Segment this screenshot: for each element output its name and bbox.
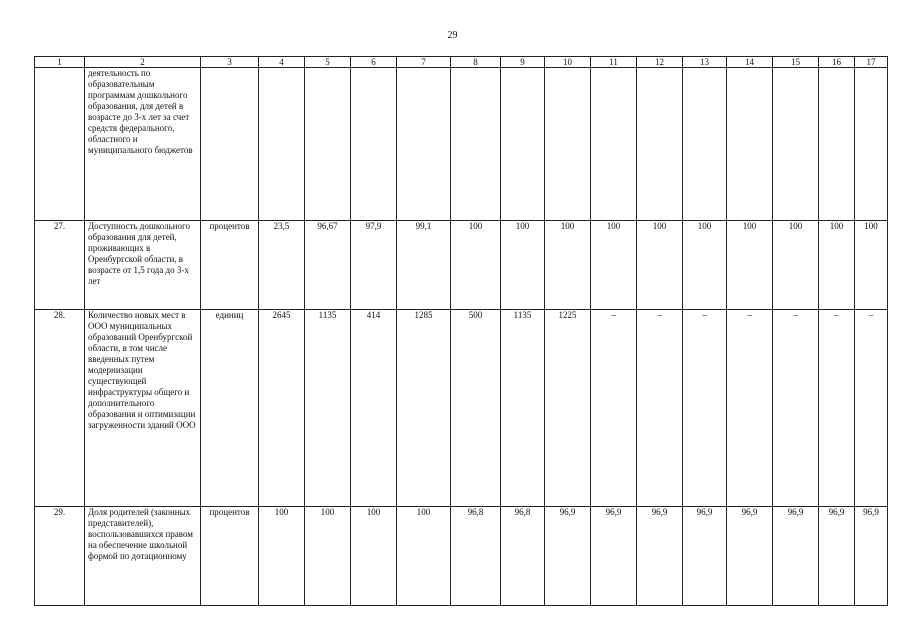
value-cell: 97,9	[351, 221, 397, 310]
value-cell	[727, 68, 773, 221]
value-cell	[501, 68, 545, 221]
column-number-9: 9	[501, 57, 545, 68]
column-number-17: 17	[855, 57, 888, 68]
table-row	[35, 68, 888, 221]
value-cell	[259, 68, 305, 221]
value-cell: 1135	[501, 310, 545, 507]
table-row	[35, 507, 888, 606]
column-number-7: 7	[397, 57, 451, 68]
value-cell: 100	[773, 221, 819, 310]
column-number-10: 10	[545, 57, 591, 68]
value-cell: 100	[683, 221, 727, 310]
value-cell: 96,9	[591, 507, 637, 606]
column-number-4: 4	[259, 57, 305, 68]
value-cell: –	[637, 310, 683, 507]
value-cell: 100	[305, 507, 351, 606]
row-number	[35, 68, 85, 221]
value-cell: –	[819, 310, 855, 507]
unit-of-measure: процентов	[201, 507, 259, 606]
value-cell: –	[591, 310, 637, 507]
column-number-3: 3	[201, 57, 259, 68]
value-cell: 100	[855, 221, 888, 310]
column-number-11: 11	[591, 57, 637, 68]
row-number: 29.	[35, 507, 85, 606]
column-number-2: 2	[85, 57, 201, 68]
value-cell	[683, 68, 727, 221]
value-cell: 100	[545, 221, 591, 310]
row-number: 27.	[35, 221, 85, 310]
indicator-description: Доля родителей (законных представителей), воспользовавшихся правом на обеспечение школьной формой по дотационному	[85, 507, 201, 606]
value-cell	[305, 68, 351, 221]
value-cell: 96,8	[451, 507, 501, 606]
value-cell: 23,5	[259, 221, 305, 310]
value-cell: 100	[819, 221, 855, 310]
value-cell: 1285	[397, 310, 451, 507]
column-number-6: 6	[351, 57, 397, 68]
value-cell	[819, 68, 855, 221]
value-cell	[545, 68, 591, 221]
value-cell: –	[855, 310, 888, 507]
value-cell: 100	[259, 507, 305, 606]
value-cell	[855, 68, 888, 221]
indicator-description: Доступность дошкольного образования для детей, проживающих в Оренбургской области, в возрасте от 1,5 года до 3-х лет	[85, 221, 201, 310]
value-cell	[773, 68, 819, 221]
column-number-13: 13	[683, 57, 727, 68]
column-number-12: 12	[637, 57, 683, 68]
value-cell: 100	[451, 221, 501, 310]
value-cell: –	[773, 310, 819, 507]
indicator-description: Количество новых мест в ООО муниципальных образований Оренбургской области, в том числе введенных путем модернизации существующей инфраструктуры общего и дополнительного образования и оптимизации загруженности зданий ООО	[85, 310, 201, 507]
value-cell: –	[683, 310, 727, 507]
value-cell: –	[727, 310, 773, 507]
value-cell: 100	[637, 221, 683, 310]
value-cell: 2645	[259, 310, 305, 507]
column-number-row	[35, 57, 888, 68]
value-cell: 100	[727, 221, 773, 310]
column-number-5: 5	[305, 57, 351, 68]
value-cell: 96,9	[855, 507, 888, 606]
value-cell	[397, 68, 451, 221]
value-cell: 500	[451, 310, 501, 507]
value-cell: 96,9	[819, 507, 855, 606]
value-cell: 100	[351, 507, 397, 606]
unit-of-measure: процентов	[201, 221, 259, 310]
row-number: 28.	[35, 310, 85, 507]
value-cell: 99,1	[397, 221, 451, 310]
value-cell: 96,67	[305, 221, 351, 310]
value-cell: 96,8	[501, 507, 545, 606]
column-number-1: 1	[35, 57, 85, 68]
value-cell	[637, 68, 683, 221]
value-cell: 96,9	[637, 507, 683, 606]
value-cell: 100	[397, 507, 451, 606]
unit-of-measure	[201, 68, 259, 221]
table-row	[35, 310, 888, 507]
value-cell	[351, 68, 397, 221]
value-cell	[591, 68, 637, 221]
value-cell: 414	[351, 310, 397, 507]
column-number-14: 14	[727, 57, 773, 68]
unit-of-measure: единиц	[201, 310, 259, 507]
table-row	[35, 221, 888, 310]
indicator-description: деятельность по образовательным программам дошкольного образования, для детей в возрасте до 3-х лет за счет средств федерального, областного и муниципального бюджетов	[85, 68, 201, 221]
value-cell: 96,9	[727, 507, 773, 606]
column-number-16: 16	[819, 57, 855, 68]
value-cell: 100	[591, 221, 637, 310]
value-cell: 100	[501, 221, 545, 310]
value-cell: 96,9	[773, 507, 819, 606]
page-number: 29	[447, 30, 458, 41]
value-cell: 1225	[545, 310, 591, 507]
data-table	[34, 56, 888, 606]
column-number-8: 8	[451, 57, 501, 68]
value-cell: 96,9	[683, 507, 727, 606]
value-cell: 96,9	[545, 507, 591, 606]
value-cell	[451, 68, 501, 221]
column-number-15: 15	[773, 57, 819, 68]
value-cell: 1135	[305, 310, 351, 507]
